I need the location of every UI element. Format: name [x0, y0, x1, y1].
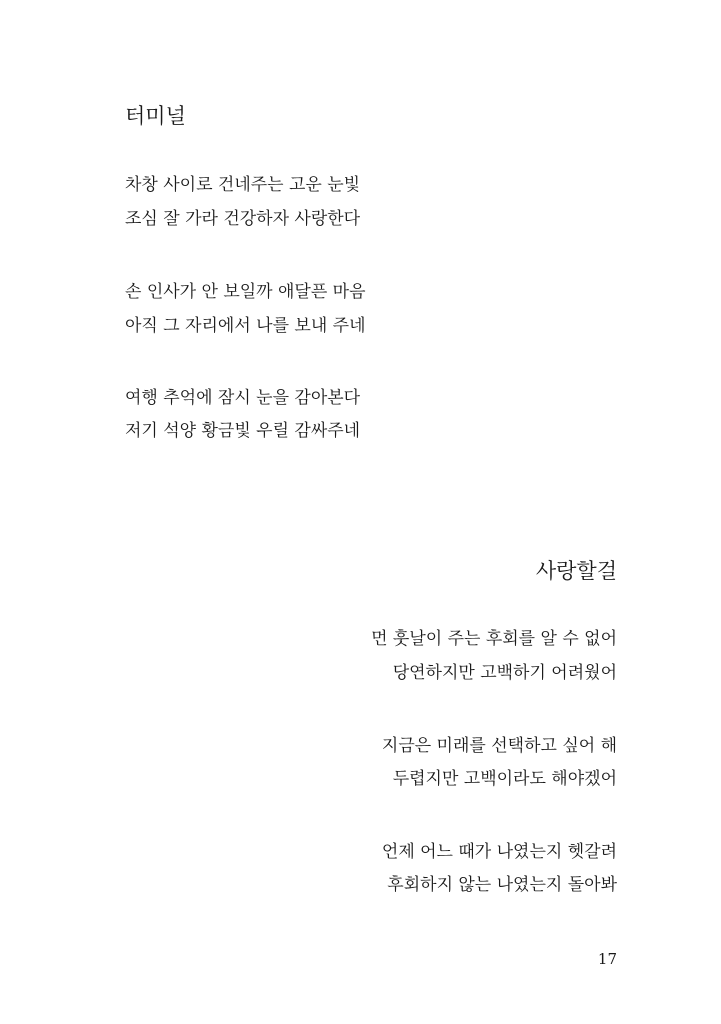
poem-line: 먼 훗날이 주는 후회를 알 수 없어	[371, 629, 617, 649]
page-number: 17	[597, 950, 617, 968]
poem-title: 사랑할걸	[535, 559, 617, 583]
poem-line: 조심 잘 가라 건강하자 사랑한다	[125, 209, 361, 229]
poem-line: 두렵지만 고백이라도 해야겠어	[392, 769, 617, 789]
poem-line: 후회하지 않는 나였는지 돌아봐	[387, 875, 617, 895]
poem-line: 여행 추억에 잠시 눈을 감아본다	[125, 388, 361, 408]
poem-line: 손 인사가 안 보일까 애달픈 마음	[125, 282, 366, 302]
poem-line: 언제 어느 때가 나였는지 헷갈려	[381, 842, 617, 862]
poem-line: 당연하지만 고백하기 어려웠어	[392, 663, 617, 683]
poem-line: 아직 그 자리에서 나를 보내 주네	[125, 316, 366, 336]
poem-line: 차창 사이로 건네주는 고운 눈빛	[125, 175, 361, 195]
poem-line: 저기 석양 황금빛 우릴 감싸주네	[125, 421, 361, 441]
poem-title: 터미널	[125, 104, 186, 128]
poem-line: 지금은 미래를 선택하고 싶어 해	[381, 736, 617, 756]
